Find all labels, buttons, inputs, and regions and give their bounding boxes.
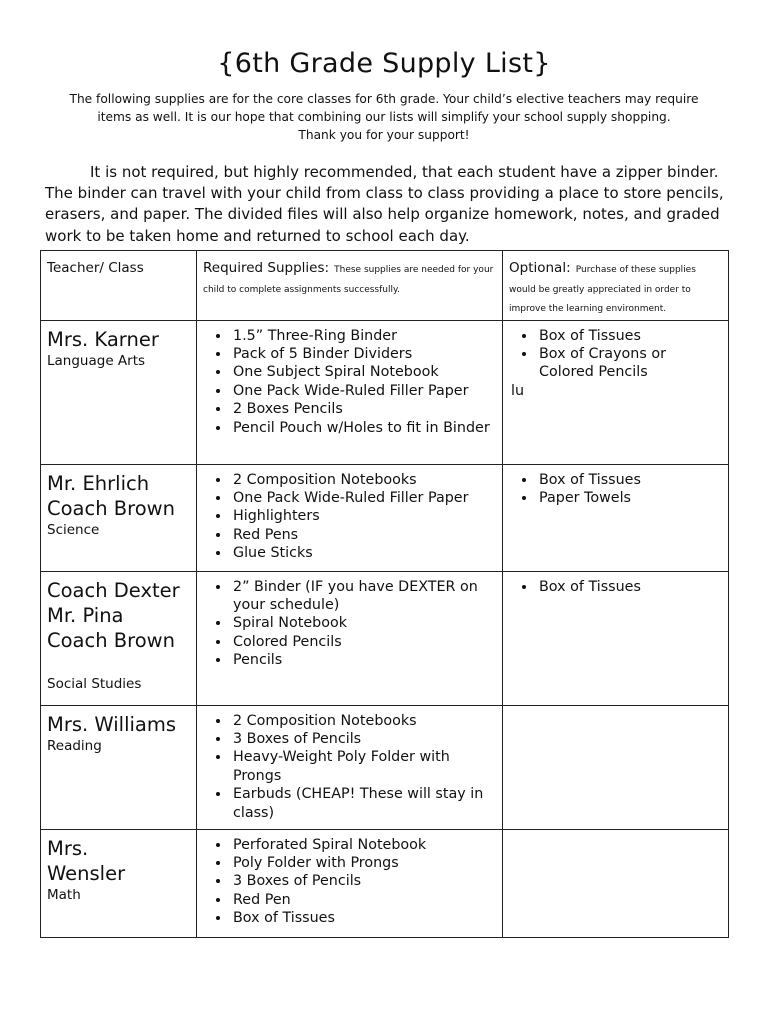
header-label: Required Supplies: bbox=[203, 260, 330, 276]
required-item: • 2” Binder (IF you have DEXTER on your schedule) bbox=[231, 578, 496, 615]
required-cell bbox=[197, 464, 503, 571]
required-cell bbox=[197, 829, 503, 937]
optional-note: lu bbox=[511, 382, 525, 399]
intro-line: The following supplies are for the core classes for 6th grade. Your child’s elective teachers may require bbox=[69, 92, 699, 106]
optional-list bbox=[509, 471, 722, 508]
table-row bbox=[41, 705, 729, 829]
required-item: • Colored Pencils bbox=[231, 633, 496, 651]
required-list bbox=[203, 578, 496, 670]
optional-item: • Paper Towels bbox=[537, 489, 722, 507]
optional-cell bbox=[503, 571, 729, 705]
teacher-name: Coach Brown bbox=[47, 628, 175, 652]
binder-recommendation bbox=[45, 162, 733, 247]
teacher-name: Wensler bbox=[47, 861, 126, 885]
teacher-cell bbox=[41, 571, 197, 705]
intro-line: items as well. It is our hope that combining our lists will simplify your school supply shopping. bbox=[97, 110, 671, 124]
optional-cell bbox=[503, 464, 729, 571]
required-list bbox=[203, 712, 496, 822]
header-note: Purchase of these supplies would be greatly appreciated in order to improve the learning environment. bbox=[509, 265, 696, 314]
header-note: These supplies are needed for your child to complete assignments successfully. bbox=[203, 265, 494, 295]
teacher-name: Mr. Pina bbox=[47, 603, 124, 627]
class-subject: Social Studies bbox=[47, 675, 142, 692]
teacher-cell bbox=[41, 705, 197, 829]
teacher-name: Coach Brown bbox=[47, 496, 175, 520]
teacher-name: Coach Dexter bbox=[47, 578, 180, 602]
class-subject: Science bbox=[47, 521, 100, 538]
required-item: • Spiral Notebook bbox=[231, 614, 496, 632]
required-item: • Pencil Pouch w/Holes to fit in Binder bbox=[231, 419, 496, 437]
required-item: • Heavy-Weight Poly Folder with Prongs bbox=[231, 748, 496, 785]
optional-list bbox=[509, 327, 722, 382]
teacher-name: Mrs. bbox=[47, 836, 89, 860]
header-teacher-class bbox=[41, 251, 197, 321]
optional-item: • Box of Crayons or Colored Pencils bbox=[537, 345, 722, 382]
table-body bbox=[41, 320, 729, 937]
required-item: • 2 Composition Notebooks bbox=[231, 471, 496, 489]
required-item: • Highlighters bbox=[231, 507, 496, 525]
table-row bbox=[41, 571, 729, 705]
required-item: • One Subject Spiral Notebook bbox=[231, 363, 496, 381]
header-label: Optional: bbox=[509, 260, 571, 276]
table-row bbox=[41, 320, 729, 464]
paragraph-text: It is not required, but highly recommended, that each student have a zipper binder. The binder can travel with your child from class to class providing a place to store pencils, erasers, and paper. The divided files will also help organize homework, notes, and graded work to be taken home and returned to school each day. bbox=[45, 163, 724, 245]
teacher-name: Mrs. Williams bbox=[47, 712, 177, 736]
teacher-cell bbox=[41, 320, 197, 464]
required-cell bbox=[197, 320, 503, 464]
class-subject: Math bbox=[47, 886, 81, 903]
header-required bbox=[197, 251, 503, 321]
required-item: • 3 Boxes of Pencils bbox=[231, 730, 496, 748]
intro-text bbox=[40, 90, 728, 144]
table-row bbox=[41, 829, 729, 937]
required-item: • One Pack Wide-Ruled Filler Paper bbox=[231, 489, 496, 507]
required-item: • 3 Boxes of Pencils bbox=[231, 872, 496, 890]
required-item: • Perforated Spiral Notebook bbox=[231, 836, 496, 854]
teacher-name: Mr. Ehrlich bbox=[47, 471, 150, 495]
page-title: {6th Grade Supply List} bbox=[217, 48, 551, 79]
class-subject: Reading bbox=[47, 737, 102, 754]
required-item: • Pack of 5 Binder Dividers bbox=[231, 345, 496, 363]
optional-cell bbox=[503, 829, 729, 937]
required-item: • Earbuds (CHEAP! These will stay in class) bbox=[231, 785, 496, 822]
optional-item: • Box of Tissues bbox=[537, 327, 722, 345]
required-item: • One Pack Wide-Ruled Filler Paper bbox=[231, 382, 496, 400]
required-list bbox=[203, 327, 496, 437]
header-optional bbox=[503, 251, 729, 321]
required-item: • Box of Tissues bbox=[231, 909, 496, 927]
required-item: • Poly Folder with Prongs bbox=[231, 854, 496, 872]
required-cell bbox=[197, 571, 503, 705]
header-label: Teacher/ Class bbox=[47, 260, 144, 276]
intro-line: Thank you for your support! bbox=[298, 128, 470, 142]
required-list bbox=[203, 836, 496, 928]
optional-item: • Box of Tissues bbox=[537, 471, 722, 489]
optional-cell bbox=[503, 705, 729, 829]
class-subject: Language Arts bbox=[47, 352, 146, 369]
required-list bbox=[203, 471, 496, 563]
required-item: • 2 Composition Notebooks bbox=[231, 712, 496, 730]
required-item: • Pencils bbox=[231, 651, 496, 669]
required-item: • Red Pens bbox=[231, 526, 496, 544]
table-row bbox=[41, 464, 729, 571]
optional-item: • Box of Tissues bbox=[537, 578, 722, 596]
required-item: • 2 Boxes Pencils bbox=[231, 400, 496, 418]
optional-list bbox=[509, 578, 722, 596]
required-item: • Glue Sticks bbox=[231, 544, 496, 562]
optional-cell bbox=[503, 320, 729, 464]
required-item: • Red Pen bbox=[231, 891, 496, 909]
teacher-cell bbox=[41, 464, 197, 571]
required-cell bbox=[197, 705, 503, 829]
teacher-name: Mrs. Karner bbox=[47, 327, 159, 351]
supply-table bbox=[40, 250, 729, 938]
required-item: • 1.5” Three-Ring Binder bbox=[231, 327, 496, 345]
table-header-row bbox=[41, 251, 729, 321]
teacher-cell bbox=[41, 829, 197, 937]
